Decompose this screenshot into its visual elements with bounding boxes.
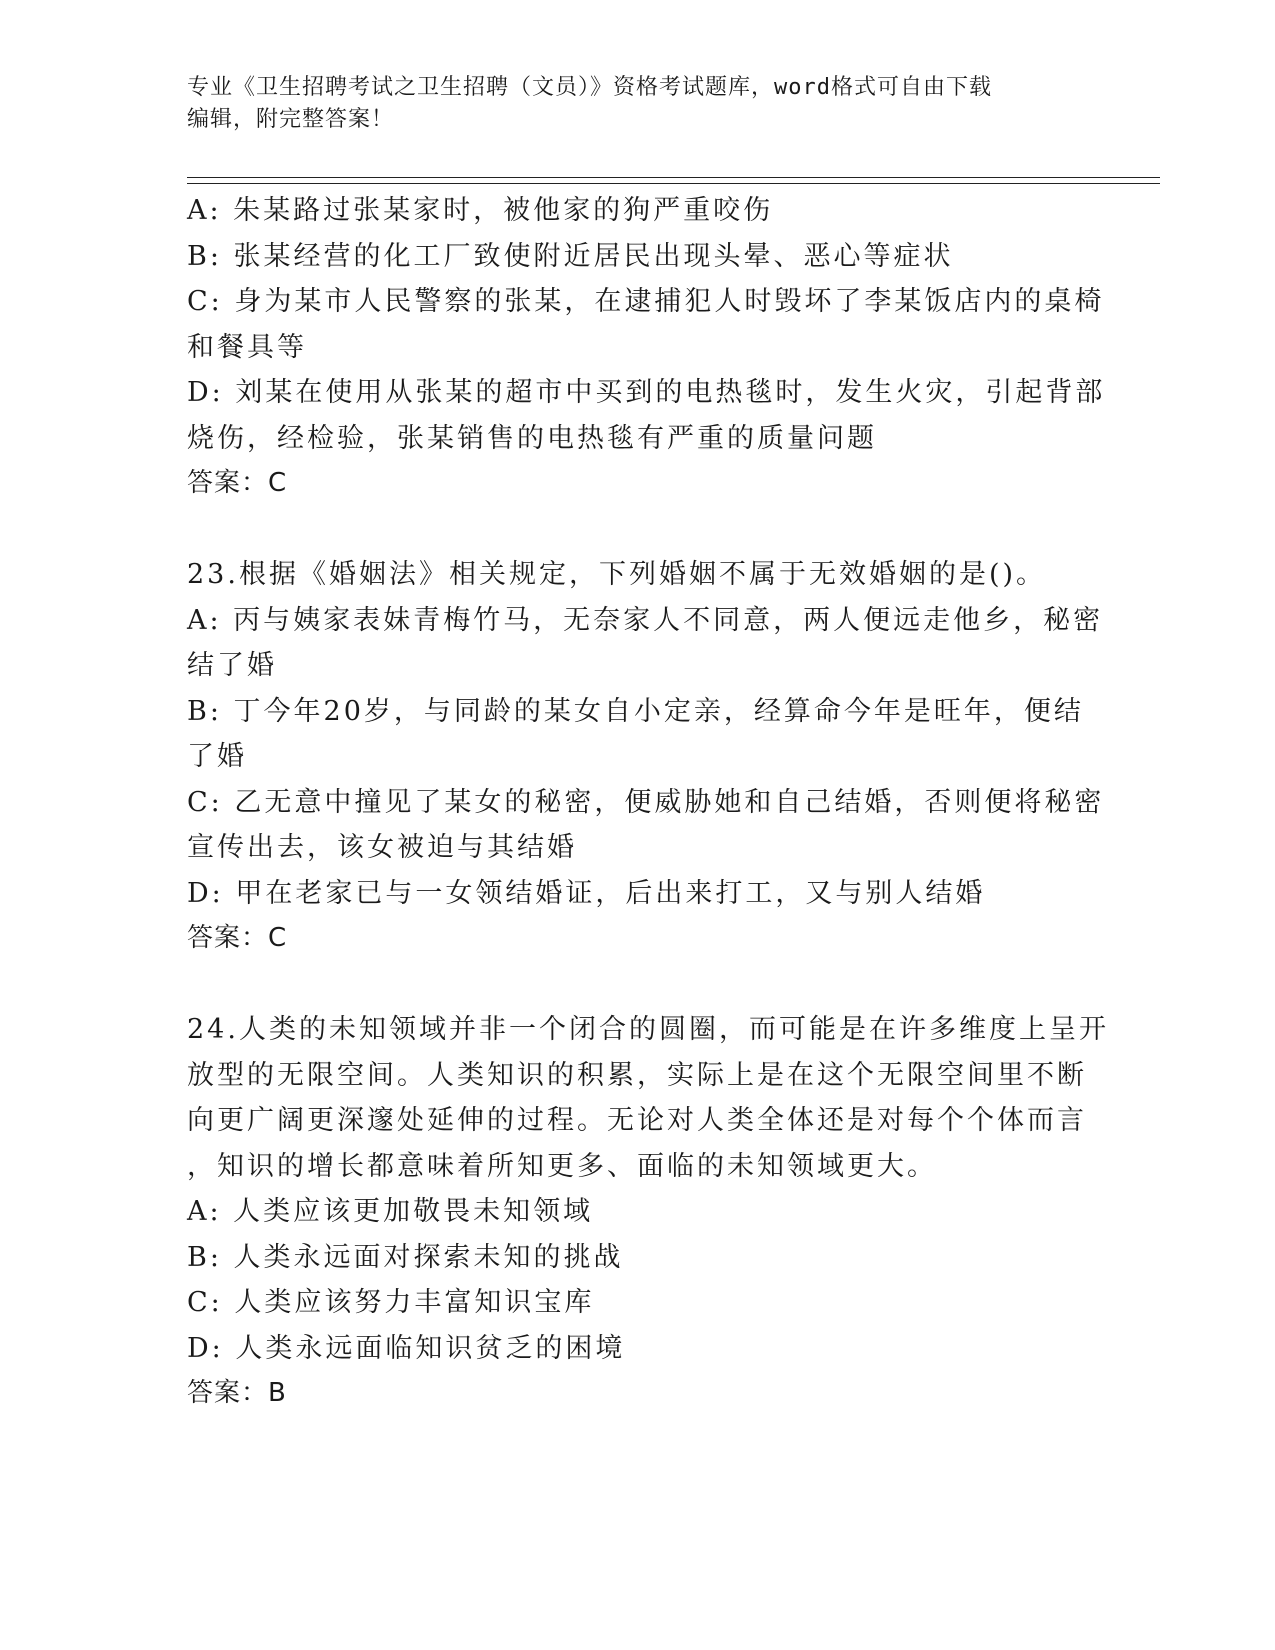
q22-answer: 答案：C — [187, 468, 288, 498]
q22-option-d-line-1: D: 刘某在使用从张某的超市中买到的电热毯时，发生火灾，引起背部 — [187, 377, 1106, 408]
q23-option-c-line-1: C: 乙无意中撞见了某女的秘密，便威胁她和自己结婚，否则便将秘密 — [187, 786, 1105, 818]
q23-stem: 23.根据《婚姻法》相关规定，下列婚姻不属于无效婚姻的是()。 — [187, 559, 1047, 590]
question-23-block — [187, 552, 1105, 962]
document-body — [187, 188, 1109, 1417]
q23-answer: 答案：C — [187, 923, 288, 953]
q22-option-a: A: 朱某路过张某家时，被他家的狗严重咬伤 — [187, 195, 774, 226]
q24-option-c: C: 人类应该努力丰富知识宝库 — [187, 1287, 595, 1318]
header-rule-top — [187, 177, 1160, 178]
header-rule-bottom — [187, 183, 1160, 184]
q24-option-a: A: 人类应该更加敬畏未知领域 — [187, 1196, 594, 1227]
question-22-block — [187, 188, 1106, 507]
q23-option-d: D: 甲在老家已与一女领结婚证，后出来打工，又与别人结婚 — [187, 877, 986, 909]
q22-option-d-line-2: 烧伤，经检验，张某销售的电热毯有严重的质量问题 — [187, 422, 877, 454]
q24-option-b: B: 人类永远面对探索未知的挑战 — [187, 1241, 624, 1273]
q24-option-d: D: 人类永远面临知识贫乏的困境 — [187, 1332, 626, 1364]
header-line-2: 编辑，附完整答案！ — [187, 107, 395, 132]
q24-stem-line-1: 24.人类的未知领域并非一个闭合的圆圈，而可能是在许多维度上呈开 — [187, 1014, 1109, 1045]
q23-option-a-line-2: 结了婚 — [187, 650, 277, 681]
q24-stem-line-3: 向更广阔更深邃处延伸的过程。无论对人类全体还是对每个个体而言 — [187, 1105, 1087, 1136]
q24-stem-line-2: 放型的无限空间。人类知识的积累，实际上是在这个无限空间里不断 — [187, 1059, 1087, 1091]
spacer — [187, 507, 1087, 553]
q23-option-a-line-1: A: 丙与姨家表妹青梅竹马，无奈家人不同意，两人便远走他乡，秘密 — [187, 604, 1104, 636]
q22-option-c-line-2: 和餐具等 — [187, 331, 307, 363]
question-24-block — [187, 1007, 1109, 1417]
q24-answer: 答案：B — [187, 1378, 287, 1408]
spacer — [187, 962, 1087, 1008]
q22-option-c-line-1: C: 身为某市人民警察的张某，在逮捕犯人时毁坏了李某饭店内的桌椅 — [187, 286, 1105, 317]
document-header — [187, 72, 1067, 136]
q24-stem-line-4: ，知识的增长都意味着所知更多、面临的未知领域更大。 — [187, 1150, 937, 1182]
q23-option-c-line-2: 宣传出去，该女被迫与其结婚 — [187, 832, 577, 863]
header-line-1: 专业《卫生招聘考试之卫生招聘（文员）》资格考试题库，word格式可自由下载 — [187, 75, 992, 100]
q23-option-b-line-2: 了婚 — [187, 741, 247, 772]
q23-option-b-line-1: B: 丁今年20岁，与同龄的某女自小定亲，经算命今年是旺年，便结 — [187, 695, 1084, 727]
q22-option-b: B: 张某经营的化工厂致使附近居民出现头晕、恶心等症状 — [187, 240, 954, 272]
